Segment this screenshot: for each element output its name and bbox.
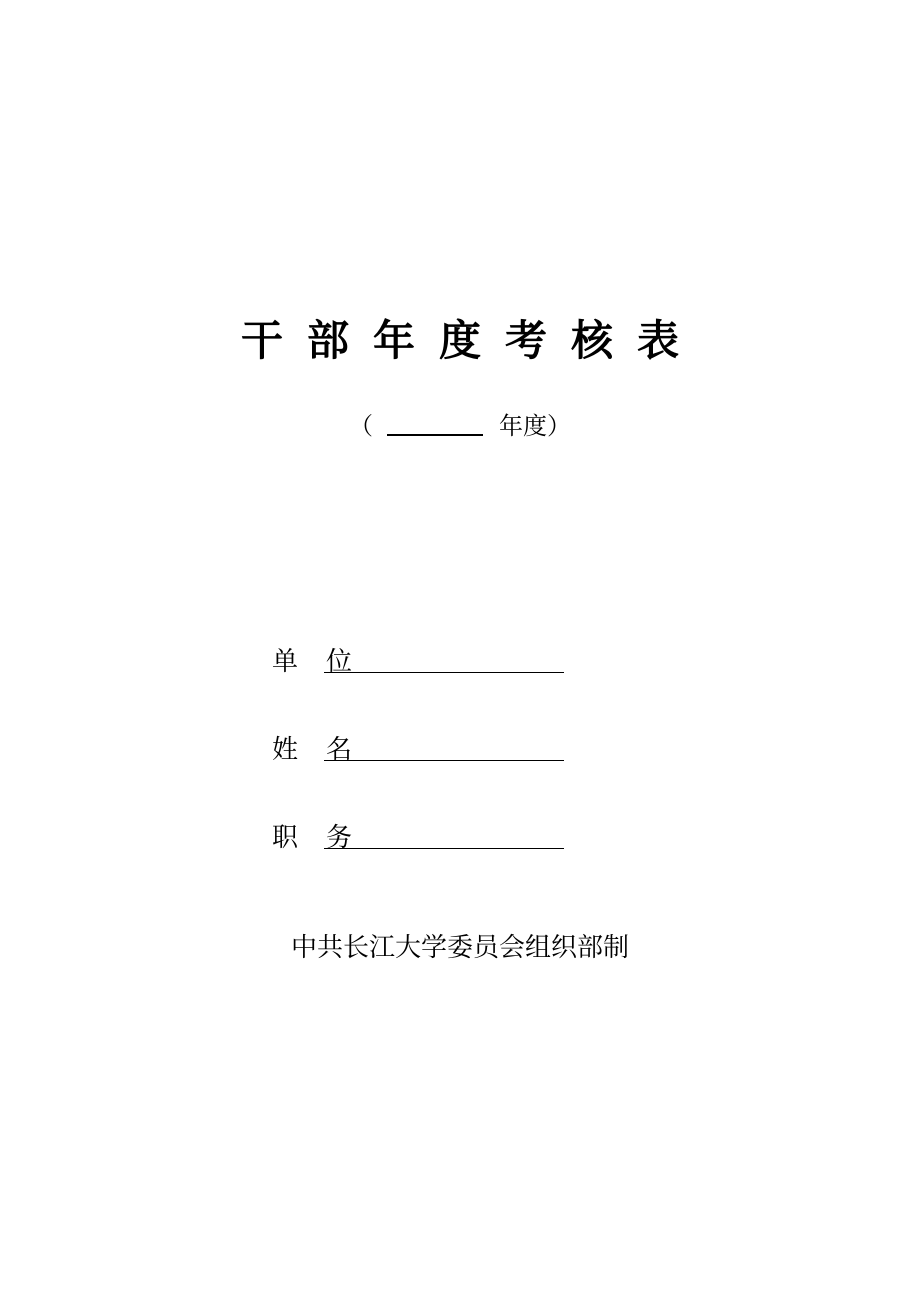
year-blank[interactable]: [387, 410, 483, 436]
field-position-blank[interactable]: [324, 818, 564, 849]
year-open-paren: （: [349, 412, 373, 440]
field-name-label: 姓名: [272, 735, 353, 765]
field-position-label: 职务: [272, 823, 353, 853]
info-fields: [272, 642, 612, 906]
field-unit-blank[interactable]: [324, 642, 564, 673]
field-unit-label: 单位: [272, 647, 353, 677]
field-name: [272, 730, 612, 818]
field-name-blank[interactable]: [324, 730, 564, 761]
year-line: [0, 408, 920, 444]
form-title: 干部年度考核表: [240, 316, 703, 365]
year-suffix: 年度）: [499, 412, 571, 440]
field-position: [272, 818, 612, 906]
field-unit: [272, 642, 612, 730]
issuer-footer: 中共长江大学委员会组织部制: [290, 933, 629, 963]
